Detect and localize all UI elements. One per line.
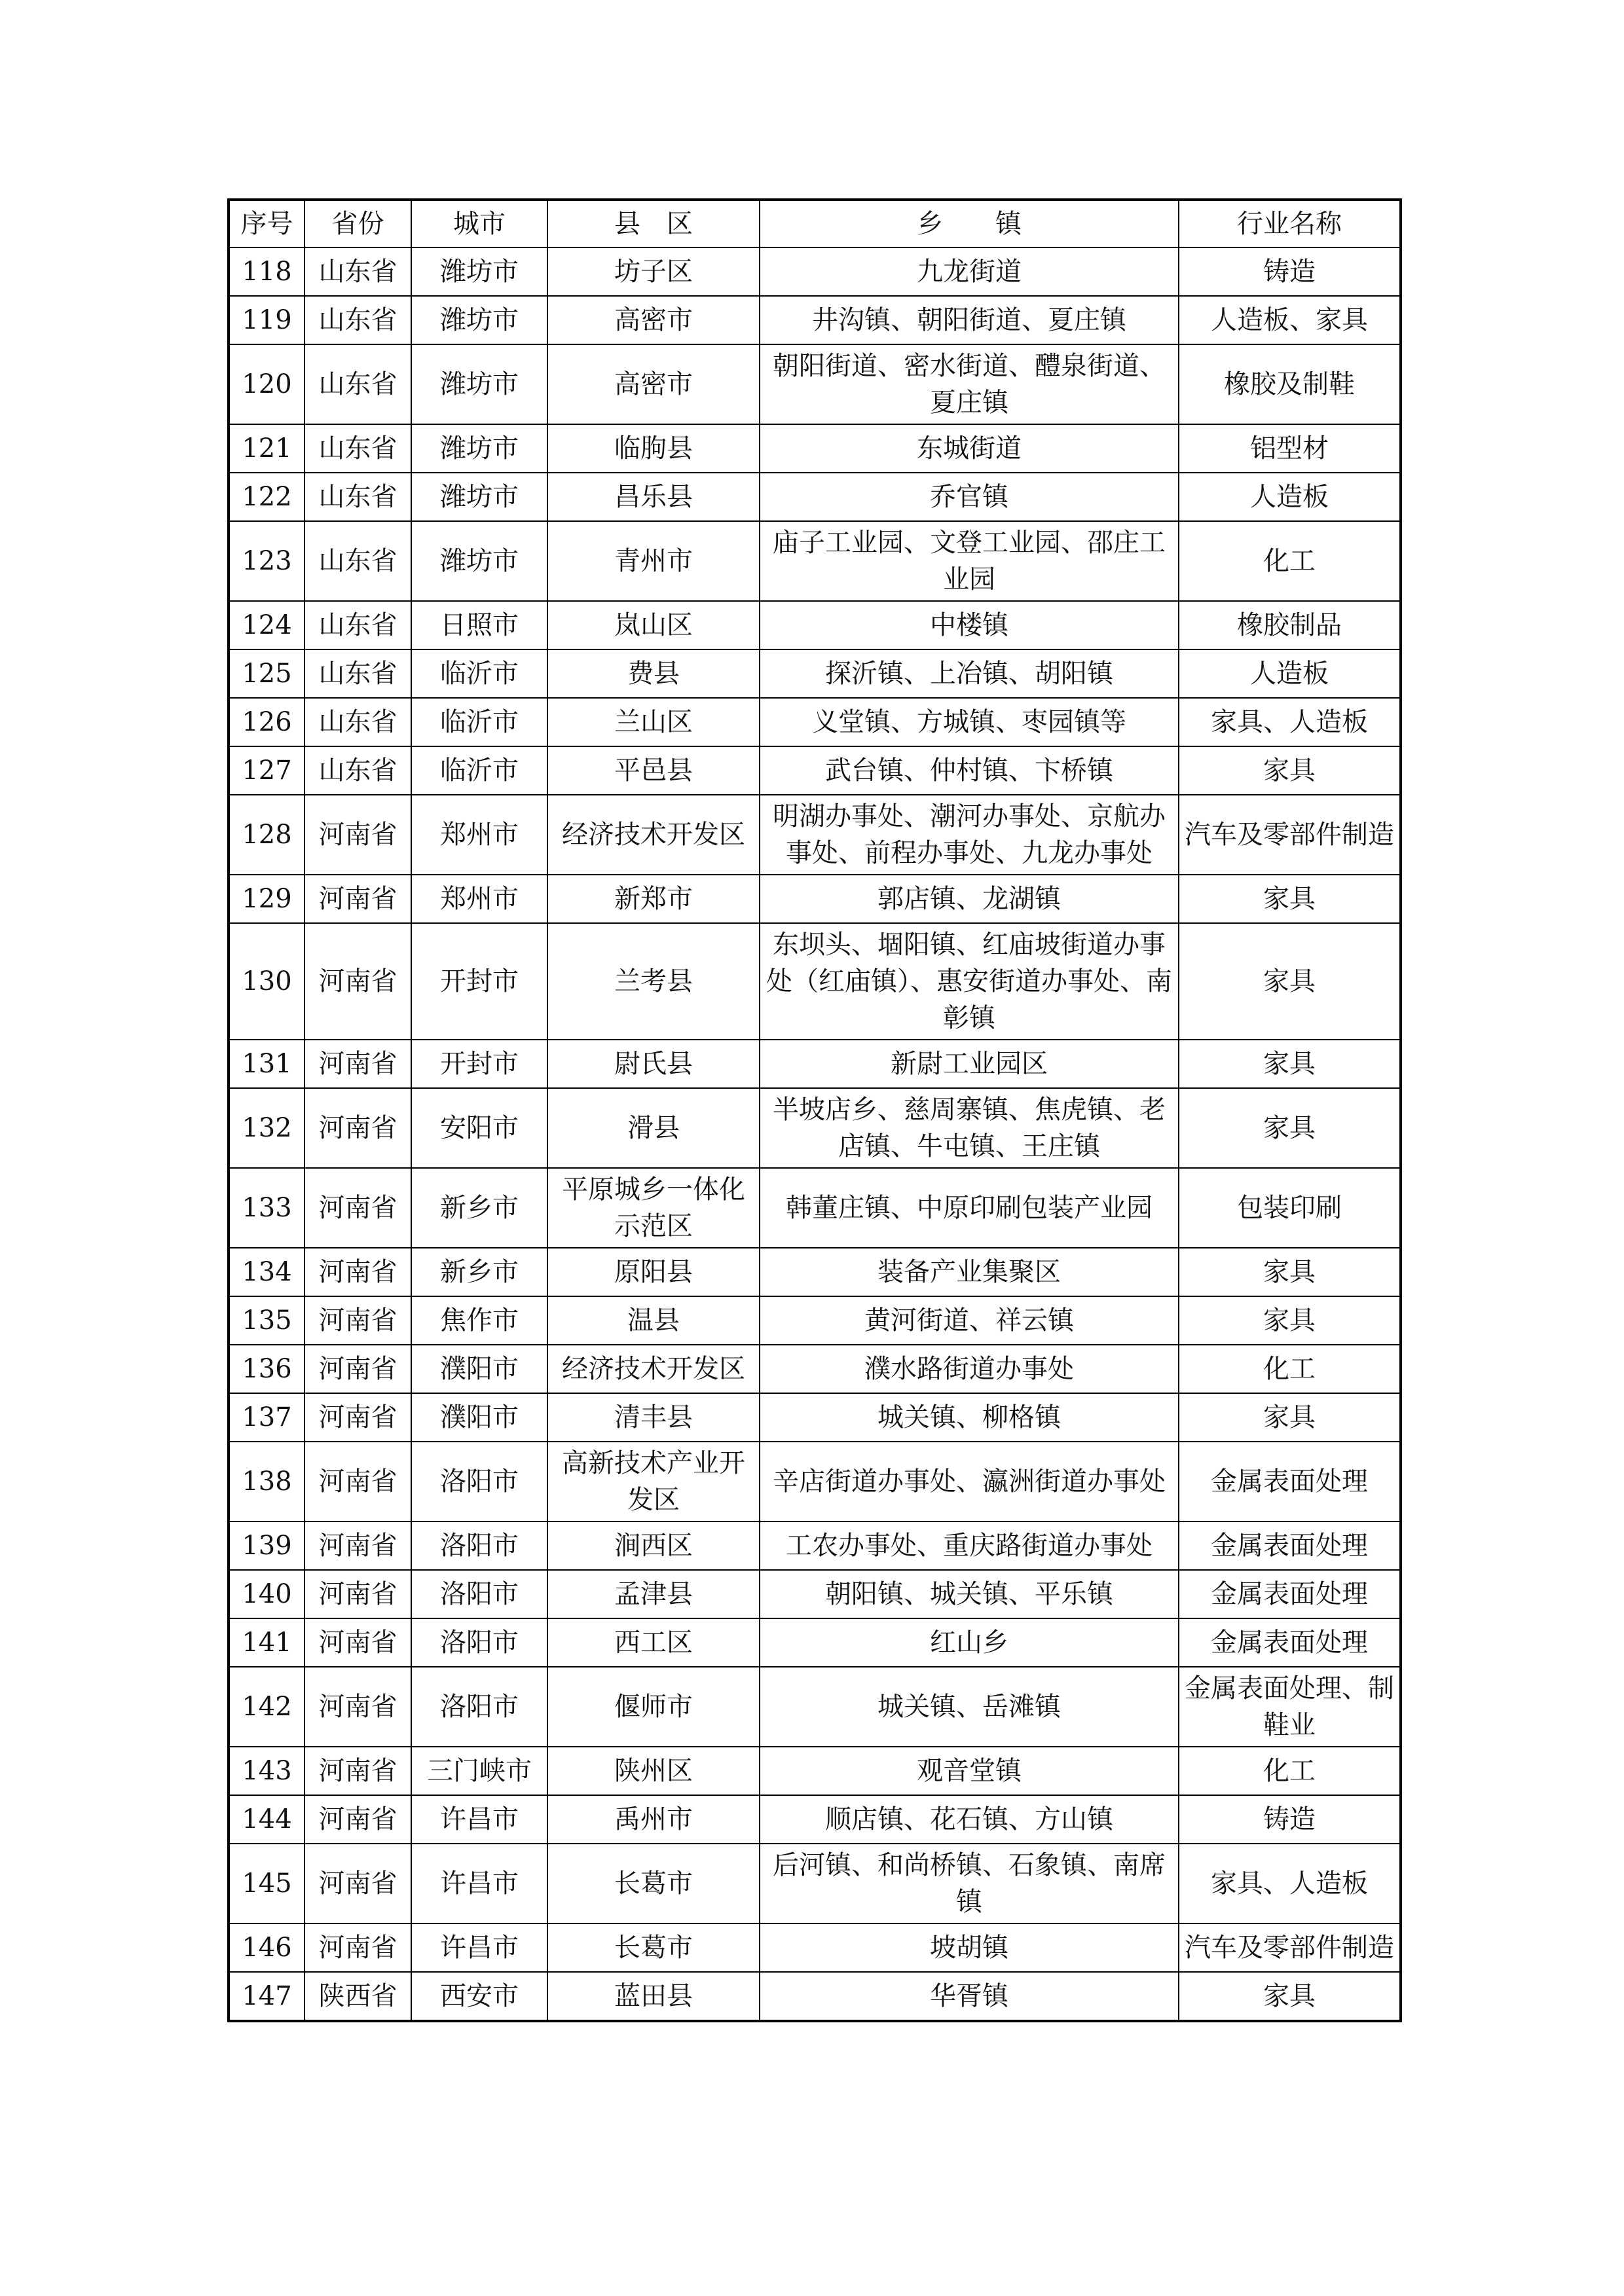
cell-province: 山东省 bbox=[304, 344, 411, 424]
cell-town: 新尉工业园区 bbox=[760, 1040, 1179, 1088]
table-row bbox=[229, 344, 1401, 424]
cell-county: 岚山区 bbox=[547, 601, 760, 649]
cell-province: 河南省 bbox=[304, 1168, 411, 1248]
cell-serial: 130 bbox=[229, 923, 304, 1040]
table-row bbox=[229, 795, 1401, 875]
cell-province: 河南省 bbox=[304, 1844, 411, 1923]
cell-province: 山东省 bbox=[304, 746, 411, 795]
table-row bbox=[229, 473, 1401, 521]
table-row bbox=[229, 923, 1401, 1040]
cell-city: 洛阳市 bbox=[411, 1522, 547, 1570]
data-table-container bbox=[227, 198, 1399, 2022]
cell-town: 半坡店乡、慈周寨镇、焦虎镇、老店镇、牛屯镇、王庄镇 bbox=[760, 1088, 1179, 1168]
cell-industry: 家具 bbox=[1179, 746, 1401, 795]
cell-industry: 家具 bbox=[1179, 1393, 1401, 1442]
industry-cluster-table bbox=[227, 198, 1402, 2022]
header-town: 乡 镇 bbox=[760, 200, 1179, 247]
cell-town: 后河镇、和尚桥镇、石象镇、南席镇 bbox=[760, 1844, 1179, 1923]
cell-town: 工农办事处、重庆路街道办事处 bbox=[760, 1522, 1179, 1570]
cell-serial: 133 bbox=[229, 1168, 304, 1248]
cell-town: 义堂镇、方城镇、枣园镇等 bbox=[760, 698, 1179, 746]
cell-city: 潍坊市 bbox=[411, 473, 547, 521]
table-row bbox=[229, 1844, 1401, 1923]
cell-city: 洛阳市 bbox=[411, 1570, 547, 1618]
cell-industry: 铸造 bbox=[1179, 1795, 1401, 1844]
table-row bbox=[229, 1570, 1401, 1618]
cell-province: 河南省 bbox=[304, 875, 411, 923]
cell-town: 濮水路街道办事处 bbox=[760, 1345, 1179, 1393]
cell-serial: 120 bbox=[229, 344, 304, 424]
header-industry: 行业名称 bbox=[1179, 200, 1401, 247]
cell-county: 偃师市 bbox=[547, 1667, 760, 1747]
cell-city: 临沂市 bbox=[411, 746, 547, 795]
table-row bbox=[229, 1168, 1401, 1248]
cell-industry: 家具 bbox=[1179, 1972, 1401, 2021]
cell-industry: 家具 bbox=[1179, 1296, 1401, 1345]
table-row bbox=[229, 1442, 1401, 1522]
cell-province: 河南省 bbox=[304, 1747, 411, 1795]
cell-city: 焦作市 bbox=[411, 1296, 547, 1345]
cell-county: 新郑市 bbox=[547, 875, 760, 923]
cell-city: 郑州市 bbox=[411, 875, 547, 923]
cell-town: 城关镇、柳格镇 bbox=[760, 1393, 1179, 1442]
cell-province: 河南省 bbox=[304, 1296, 411, 1345]
cell-province: 山东省 bbox=[304, 424, 411, 473]
cell-town: 东城街道 bbox=[760, 424, 1179, 473]
table-body bbox=[229, 247, 1401, 2021]
cell-city: 临沂市 bbox=[411, 698, 547, 746]
cell-county: 昌乐县 bbox=[547, 473, 760, 521]
cell-town: 井沟镇、朝阳街道、夏庄镇 bbox=[760, 296, 1179, 344]
cell-city: 开封市 bbox=[411, 1040, 547, 1088]
cell-city: 新乡市 bbox=[411, 1168, 547, 1248]
cell-province: 陕西省 bbox=[304, 1972, 411, 2021]
table-row bbox=[229, 1345, 1401, 1393]
cell-industry: 包装印刷 bbox=[1179, 1168, 1401, 1248]
cell-serial: 145 bbox=[229, 1844, 304, 1923]
cell-city: 临沂市 bbox=[411, 649, 547, 698]
cell-industry: 化工 bbox=[1179, 1345, 1401, 1393]
cell-county: 涧西区 bbox=[547, 1522, 760, 1570]
cell-city: 许昌市 bbox=[411, 1844, 547, 1923]
table-row bbox=[229, 1747, 1401, 1795]
cell-serial: 137 bbox=[229, 1393, 304, 1442]
cell-county: 高密市 bbox=[547, 344, 760, 424]
cell-province: 河南省 bbox=[304, 923, 411, 1040]
cell-county: 西工区 bbox=[547, 1618, 760, 1667]
cell-industry: 橡胶及制鞋 bbox=[1179, 344, 1401, 424]
cell-serial: 135 bbox=[229, 1296, 304, 1345]
cell-county: 禹州市 bbox=[547, 1795, 760, 1844]
cell-city: 潍坊市 bbox=[411, 521, 547, 601]
cell-city: 洛阳市 bbox=[411, 1618, 547, 1667]
cell-serial: 118 bbox=[229, 247, 304, 296]
cell-serial: 131 bbox=[229, 1040, 304, 1088]
cell-province: 河南省 bbox=[304, 1618, 411, 1667]
table-row bbox=[229, 1393, 1401, 1442]
cell-province: 河南省 bbox=[304, 1442, 411, 1522]
cell-industry: 汽车及零部件制造 bbox=[1179, 1923, 1401, 1972]
cell-industry: 人造板、家具 bbox=[1179, 296, 1401, 344]
cell-industry: 金属表面处理 bbox=[1179, 1522, 1401, 1570]
cell-town: 装备产业集聚区 bbox=[760, 1248, 1179, 1296]
cell-county: 经济技术开发区 bbox=[547, 1345, 760, 1393]
cell-county: 尉氏县 bbox=[547, 1040, 760, 1088]
cell-province: 河南省 bbox=[304, 1795, 411, 1844]
cell-town: 朝阳镇、城关镇、平乐镇 bbox=[760, 1570, 1179, 1618]
cell-industry: 家具、人造板 bbox=[1179, 1844, 1401, 1923]
cell-serial: 136 bbox=[229, 1345, 304, 1393]
table-row bbox=[229, 1296, 1401, 1345]
cell-town: 朝阳街道、密水街道、醴泉街道、夏庄镇 bbox=[760, 344, 1179, 424]
table-row bbox=[229, 521, 1401, 601]
cell-town: 黄河街道、祥云镇 bbox=[760, 1296, 1179, 1345]
cell-city: 潍坊市 bbox=[411, 247, 547, 296]
cell-province: 河南省 bbox=[304, 1923, 411, 1972]
cell-industry: 铝型材 bbox=[1179, 424, 1401, 473]
cell-county: 临朐县 bbox=[547, 424, 760, 473]
cell-city: 西安市 bbox=[411, 1972, 547, 2021]
cell-industry: 家具 bbox=[1179, 1248, 1401, 1296]
table-header-row bbox=[229, 200, 1401, 247]
cell-city: 濮阳市 bbox=[411, 1345, 547, 1393]
cell-town: 华胥镇 bbox=[760, 1972, 1179, 2021]
cell-industry: 金属表面处理、制鞋业 bbox=[1179, 1667, 1401, 1747]
cell-city: 濮阳市 bbox=[411, 1393, 547, 1442]
cell-city: 潍坊市 bbox=[411, 296, 547, 344]
cell-province: 河南省 bbox=[304, 1088, 411, 1168]
cell-serial: 124 bbox=[229, 601, 304, 649]
header-province: 省份 bbox=[304, 200, 411, 247]
cell-province: 山东省 bbox=[304, 601, 411, 649]
table-row bbox=[229, 1795, 1401, 1844]
cell-serial: 127 bbox=[229, 746, 304, 795]
cell-serial: 144 bbox=[229, 1795, 304, 1844]
table-row bbox=[229, 1923, 1401, 1972]
cell-city: 潍坊市 bbox=[411, 344, 547, 424]
cell-city: 安阳市 bbox=[411, 1088, 547, 1168]
cell-province: 河南省 bbox=[304, 795, 411, 875]
table-row bbox=[229, 247, 1401, 296]
cell-serial: 141 bbox=[229, 1618, 304, 1667]
cell-town: 明湖办事处、潮河办事处、京航办事处、前程办事处、九龙办事处 bbox=[760, 795, 1179, 875]
cell-county: 兰山区 bbox=[547, 698, 760, 746]
cell-county: 蓝田县 bbox=[547, 1972, 760, 2021]
cell-serial: 122 bbox=[229, 473, 304, 521]
cell-city: 潍坊市 bbox=[411, 424, 547, 473]
cell-industry: 化工 bbox=[1179, 521, 1401, 601]
cell-town: 庙子工业园、文登工业园、邵庄工业园 bbox=[760, 521, 1179, 601]
table-row bbox=[229, 601, 1401, 649]
cell-industry: 家具 bbox=[1179, 875, 1401, 923]
cell-county: 高密市 bbox=[547, 296, 760, 344]
cell-serial: 121 bbox=[229, 424, 304, 473]
cell-serial: 134 bbox=[229, 1248, 304, 1296]
cell-county: 原阳县 bbox=[547, 1248, 760, 1296]
table-row bbox=[229, 649, 1401, 698]
cell-serial: 119 bbox=[229, 296, 304, 344]
cell-county: 长葛市 bbox=[547, 1923, 760, 1972]
cell-serial: 132 bbox=[229, 1088, 304, 1168]
cell-serial: 123 bbox=[229, 521, 304, 601]
cell-province: 河南省 bbox=[304, 1248, 411, 1296]
cell-industry: 人造板 bbox=[1179, 473, 1401, 521]
cell-town: 武台镇、仲村镇、卞桥镇 bbox=[760, 746, 1179, 795]
cell-county: 长葛市 bbox=[547, 1844, 760, 1923]
cell-serial: 138 bbox=[229, 1442, 304, 1522]
cell-county: 费县 bbox=[547, 649, 760, 698]
cell-serial: 140 bbox=[229, 1570, 304, 1618]
cell-town: 九龙街道 bbox=[760, 247, 1179, 296]
table-row bbox=[229, 296, 1401, 344]
cell-serial: 125 bbox=[229, 649, 304, 698]
cell-province: 山东省 bbox=[304, 521, 411, 601]
cell-town: 乔官镇 bbox=[760, 473, 1179, 521]
cell-industry: 铸造 bbox=[1179, 247, 1401, 296]
cell-province: 河南省 bbox=[304, 1393, 411, 1442]
cell-serial: 147 bbox=[229, 1972, 304, 2021]
table-row bbox=[229, 1618, 1401, 1667]
cell-industry: 人造板 bbox=[1179, 649, 1401, 698]
cell-town: 坡胡镇 bbox=[760, 1923, 1179, 1972]
cell-province: 山东省 bbox=[304, 698, 411, 746]
cell-industry: 金属表面处理 bbox=[1179, 1570, 1401, 1618]
cell-province: 河南省 bbox=[304, 1667, 411, 1747]
cell-town: 顺店镇、花石镇、方山镇 bbox=[760, 1795, 1179, 1844]
cell-town: 郭店镇、龙湖镇 bbox=[760, 875, 1179, 923]
header-city: 城市 bbox=[411, 200, 547, 247]
cell-industry: 汽车及零部件制造 bbox=[1179, 795, 1401, 875]
cell-town: 探沂镇、上冶镇、胡阳镇 bbox=[760, 649, 1179, 698]
cell-city: 许昌市 bbox=[411, 1795, 547, 1844]
cell-county: 青州市 bbox=[547, 521, 760, 601]
cell-town: 城关镇、岳滩镇 bbox=[760, 1667, 1179, 1747]
cell-serial: 146 bbox=[229, 1923, 304, 1972]
cell-serial: 129 bbox=[229, 875, 304, 923]
cell-industry: 家具 bbox=[1179, 1088, 1401, 1168]
cell-county: 滑县 bbox=[547, 1088, 760, 1168]
table-row bbox=[229, 1040, 1401, 1088]
table-row bbox=[229, 1667, 1401, 1747]
cell-city: 许昌市 bbox=[411, 1923, 547, 1972]
cell-town: 观音堂镇 bbox=[760, 1747, 1179, 1795]
cell-province: 山东省 bbox=[304, 473, 411, 521]
cell-serial: 139 bbox=[229, 1522, 304, 1570]
table-row bbox=[229, 698, 1401, 746]
cell-province: 河南省 bbox=[304, 1040, 411, 1088]
cell-city: 洛阳市 bbox=[411, 1442, 547, 1522]
cell-county: 平原城乡一体化示范区 bbox=[547, 1168, 760, 1248]
cell-industry: 橡胶制品 bbox=[1179, 601, 1401, 649]
cell-city: 新乡市 bbox=[411, 1248, 547, 1296]
cell-town: 韩董庄镇、中原印刷包装产业园 bbox=[760, 1168, 1179, 1248]
cell-city: 开封市 bbox=[411, 923, 547, 1040]
table-row bbox=[229, 746, 1401, 795]
cell-town: 中楼镇 bbox=[760, 601, 1179, 649]
cell-serial: 126 bbox=[229, 698, 304, 746]
cell-town: 红山乡 bbox=[760, 1618, 1179, 1667]
cell-province: 河南省 bbox=[304, 1522, 411, 1570]
table-row bbox=[229, 1088, 1401, 1168]
cell-province: 山东省 bbox=[304, 247, 411, 296]
table-row bbox=[229, 1522, 1401, 1570]
header-county: 县 区 bbox=[547, 200, 760, 247]
cell-city: 日照市 bbox=[411, 601, 547, 649]
cell-county: 兰考县 bbox=[547, 923, 760, 1040]
cell-county: 陕州区 bbox=[547, 1747, 760, 1795]
cell-county: 孟津县 bbox=[547, 1570, 760, 1618]
cell-industry: 家具 bbox=[1179, 1040, 1401, 1088]
cell-industry: 家具、人造板 bbox=[1179, 698, 1401, 746]
cell-city: 郑州市 bbox=[411, 795, 547, 875]
cell-town: 东坝头、堌阳镇、红庙坡街道办事处（红庙镇）、惠安街道办事处、南彰镇 bbox=[760, 923, 1179, 1040]
header-serial: 序号 bbox=[229, 200, 304, 247]
cell-industry: 家具 bbox=[1179, 923, 1401, 1040]
cell-county: 平邑县 bbox=[547, 746, 760, 795]
cell-industry: 金属表面处理 bbox=[1179, 1442, 1401, 1522]
cell-province: 山东省 bbox=[304, 649, 411, 698]
cell-county: 高新技术产业开发区 bbox=[547, 1442, 760, 1522]
cell-industry: 化工 bbox=[1179, 1747, 1401, 1795]
cell-province: 山东省 bbox=[304, 296, 411, 344]
table-row bbox=[229, 424, 1401, 473]
cell-industry: 金属表面处理 bbox=[1179, 1618, 1401, 1667]
cell-county: 坊子区 bbox=[547, 247, 760, 296]
cell-province: 河南省 bbox=[304, 1345, 411, 1393]
cell-county: 经济技术开发区 bbox=[547, 795, 760, 875]
cell-county: 清丰县 bbox=[547, 1393, 760, 1442]
cell-serial: 142 bbox=[229, 1667, 304, 1747]
cell-city: 三门峡市 bbox=[411, 1747, 547, 1795]
cell-county: 温县 bbox=[547, 1296, 760, 1345]
cell-town: 辛店街道办事处、瀛洲街道办事处 bbox=[760, 1442, 1179, 1522]
cell-serial: 143 bbox=[229, 1747, 304, 1795]
cell-province: 河南省 bbox=[304, 1570, 411, 1618]
cell-city: 洛阳市 bbox=[411, 1667, 547, 1747]
table-row bbox=[229, 1248, 1401, 1296]
table-row bbox=[229, 875, 1401, 923]
cell-serial: 128 bbox=[229, 795, 304, 875]
table-row bbox=[229, 1972, 1401, 2021]
